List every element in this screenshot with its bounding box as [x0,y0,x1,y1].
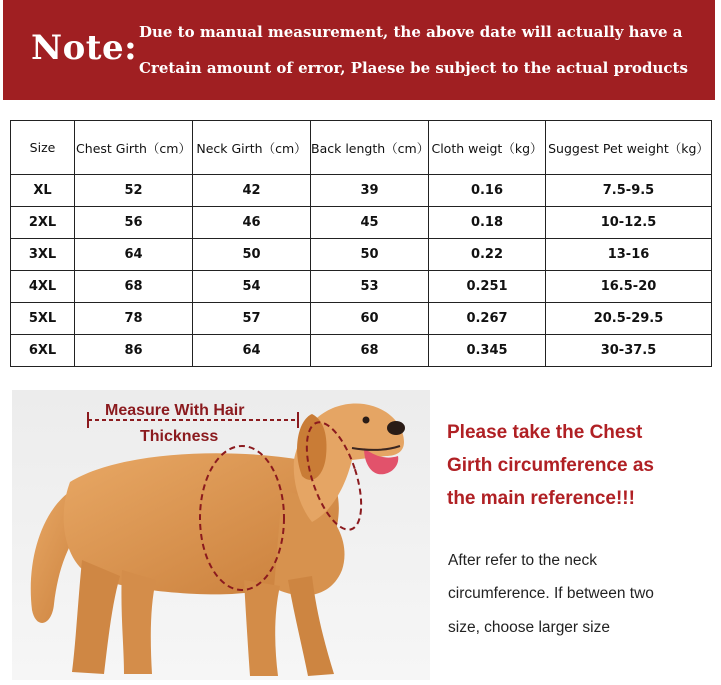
callout-line-2: circumference. If between two [448,585,654,602]
cell-size: 4XL [11,271,75,303]
dog-eye [363,417,370,424]
dog-front-leg [244,580,280,676]
cell-neck: 42 [193,175,311,207]
cell-back: 45 [311,207,429,239]
table-row [11,271,712,303]
cell-cloth-weight: 0.251 [429,271,546,303]
cell-cloth-weight: 0.345 [429,335,546,367]
table-row [11,207,712,239]
table-header-row [11,121,712,175]
header-neck-girth: Neck Girth（cm） [193,121,311,175]
cell-cloth-weight: 0.22 [429,239,546,271]
cell-pet-weight: 20.5-29.5 [546,303,712,335]
size-table [10,120,712,367]
measure-label-line1: Measure With Hair [105,402,245,419]
note-line-1: Due to manual measurement, the above date will actually have a [139,23,683,41]
cell-neck: 57 [193,303,311,335]
cell-back: 68 [311,335,429,367]
cell-back: 50 [311,239,429,271]
table-row [11,239,712,271]
cell-chest: 64 [75,239,193,271]
header-pet-weight: Suggest Pet weight（kg） [546,121,712,175]
callout-line-1: After refer to the neck [448,552,598,569]
cell-neck: 54 [193,271,311,303]
header-chest-girth: Chest Girth（cm） [75,121,193,175]
cell-cloth-weight: 0.267 [429,303,546,335]
cell-neck: 64 [193,335,311,367]
cell-chest: 86 [75,335,193,367]
cell-back: 53 [311,271,429,303]
note-line-2: Cretain amount of error, Plaese be subject to the actual products [139,59,688,77]
cell-cloth-weight: 0.16 [429,175,546,207]
note-title: Note: [31,28,138,68]
cell-neck: 50 [193,239,311,271]
table-row [11,335,712,367]
cell-cloth-weight: 0.18 [429,207,546,239]
cell-pet-weight: 16.5-20 [546,271,712,303]
table-row [11,303,712,335]
cell-size: XL [11,175,75,207]
header-back-length: Back length（cm） [311,121,429,175]
table-row [11,175,712,207]
cell-pet-weight: 7.5-9.5 [546,175,712,207]
cell-size: 6XL [11,335,75,367]
measure-label-line2: Thickness [140,428,219,445]
cell-pet-weight: 13-16 [546,239,712,271]
cell-neck: 46 [193,207,311,239]
callout-red-line-3: the main reference!!! [447,488,635,509]
cell-size: 2XL [11,207,75,239]
callout-line-3: size, choose larger size [448,619,610,636]
cell-chest: 78 [75,303,193,335]
cell-size: 5XL [11,303,75,335]
dog-nose [387,421,405,435]
dog-photo [12,390,430,680]
cell-chest: 68 [75,271,193,303]
cell-size: 3XL [11,239,75,271]
cell-back: 39 [311,175,429,207]
cell-pet-weight: 30-37.5 [546,335,712,367]
cell-chest: 52 [75,175,193,207]
cell-pet-weight: 10-12.5 [546,207,712,239]
cell-back: 60 [311,303,429,335]
cell-chest: 56 [75,207,193,239]
header-size: Size [11,121,75,175]
header-cloth-weight: Cloth weigt（kg） [429,121,546,175]
callout-red-line-1: Please take the Chest [447,422,643,443]
dog-illustration [12,390,430,680]
callout-red-line-2: Girth circumference as [447,455,654,476]
note-banner [3,0,715,100]
